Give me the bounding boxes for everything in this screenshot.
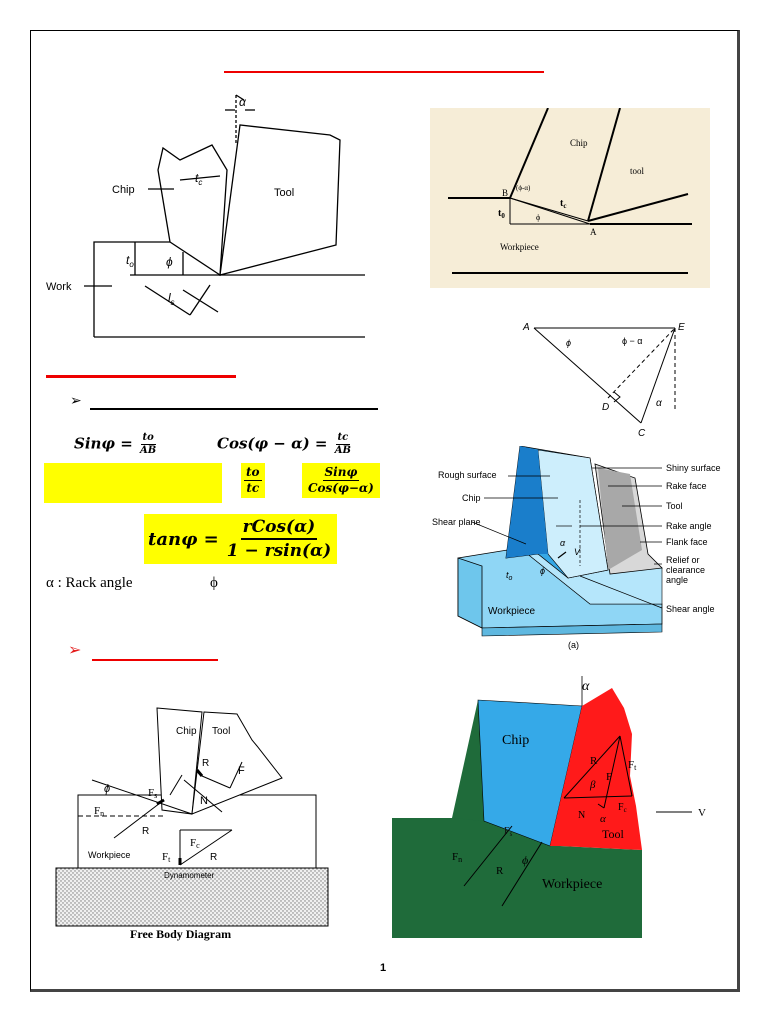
fig5-Ft: Ft (628, 759, 637, 772)
fig3-tool: Tool (666, 501, 683, 511)
section-underline (46, 375, 236, 378)
triangle-D: D (602, 402, 610, 413)
fig5-alpha-inner: α (600, 813, 606, 825)
fig2-to: $t_0$ (498, 208, 505, 220)
fig1-work-label: Work (46, 281, 72, 293)
fig3-rake-face: Rake face (666, 481, 707, 491)
fig5-chip: Chip (502, 733, 530, 748)
fig3-relief2: clearance (666, 565, 706, 575)
alpha-note: α : Rack angle (46, 575, 133, 591)
fig4-Fn: Fn (94, 805, 105, 818)
fig5-tool: Tool (602, 827, 624, 841)
fig4-dynamometer: Dynamometer (164, 871, 215, 880)
ratio-sin-cos: $\frac{\text{Sinφ}}{\text{Cos(φ−α)}}$ (302, 463, 380, 498)
fig4-Ft: Ft (162, 851, 171, 864)
fig1-ls-label: $l_s$ (168, 291, 175, 307)
eq2-num: tc (337, 432, 349, 443)
fig3-relief1: Relief or (666, 555, 700, 565)
fig5-R2: R (496, 865, 504, 877)
fig3-shear-plane: Shear plane (432, 517, 481, 527)
fig5-Fs: $F_s$ (504, 826, 513, 838)
eq2-den: AB (334, 445, 351, 456)
fig4-R-bottom: R (210, 852, 218, 863)
fig4-phi: ϕ (104, 783, 111, 795)
page-number: 1 (380, 962, 387, 974)
triangle-C: C (638, 428, 646, 439)
fig2-tc: $t_c$ (560, 198, 567, 210)
fig1-tc-label: $t_c$ (195, 171, 203, 187)
fig2-A: A (590, 227, 597, 237)
fig1-phi-label: ϕ (166, 255, 173, 269)
tan-den: 1 − rsin(α) (226, 541, 332, 561)
triangle-figure (518, 318, 698, 443)
fig4-R-top: R (202, 758, 210, 769)
fig1-alpha: α (239, 95, 246, 109)
fig1-tool-label: Tool (274, 187, 295, 199)
bullet-rule (90, 408, 378, 410)
tan-lhs: tanφ = (148, 528, 219, 550)
fig3-V: V (574, 547, 581, 557)
fig5-workpiece: Workpiece (542, 877, 603, 892)
triangle-A: A (523, 322, 530, 333)
fig4-Fc: Fc (190, 837, 200, 850)
fig3-caption: (a) (568, 640, 579, 650)
ratio-to-tc: $\frac{to}{tc}$ (241, 463, 265, 498)
bottom-section-underline (92, 659, 218, 661)
fig5-beta: β (590, 779, 596, 791)
fig1-chip-label: Chip (112, 184, 135, 196)
fig3-rake-angle: Rake angle (666, 521, 712, 531)
triangle-alpha: α (656, 398, 662, 409)
triangle-phi-minus-alpha: ϕ − α (622, 336, 643, 346)
equation-tan (144, 514, 337, 564)
fig3-alpha: α (560, 538, 566, 548)
chip-geometry-figure (430, 108, 710, 288)
fig2-chip-label: Chip (570, 138, 588, 148)
fig5-F: F (606, 771, 613, 783)
fig3-rough: Rough surface (438, 470, 497, 480)
fig5-Fn: Fn (452, 851, 463, 864)
orthogonal-cutting-figure (40, 90, 370, 350)
phi-note: ϕ (210, 575, 218, 591)
equation-sin (74, 432, 158, 457)
fig4-workpiece: Workpiece (88, 850, 131, 860)
fig4-tool: Tool (212, 726, 231, 737)
title-underline (224, 71, 544, 73)
bottom-bullet-arrow: ➢ (68, 642, 82, 659)
free-body-diagram (52, 700, 352, 950)
fig5-N: N (578, 810, 586, 821)
eq1-den: AB (140, 445, 157, 456)
fig5-alpha-top: α (582, 679, 590, 694)
fig3-phi: ϕ (540, 566, 546, 576)
fig4-F: F (238, 765, 245, 777)
triangle-phi: ϕ (566, 338, 572, 348)
fig5-R: R (590, 755, 598, 767)
fig2-phi: ϕ (536, 213, 541, 222)
eq1-lhs: Sinφ = (74, 434, 133, 453)
fig4-N: N (200, 795, 208, 807)
fig4-chip: Chip (176, 726, 197, 737)
fig3-workpiece: Workpiece (488, 606, 536, 617)
equation-cos (217, 432, 353, 457)
fig3-relief3: angle (666, 575, 689, 585)
eq2-lhs: Cos(φ − α) = (217, 434, 328, 453)
fig3-flank: Flank face (666, 537, 708, 547)
fig4-R-left: R (142, 826, 150, 837)
fig3-shiny: Shiny surface (666, 463, 721, 473)
colored-force-diagram (392, 676, 732, 946)
fig3-chip: Chip (462, 493, 481, 503)
fig5-V: V (698, 807, 706, 819)
fig5-phi: ϕ (522, 853, 529, 867)
chip-formation-3d-figure (430, 446, 730, 656)
fig2-tool-label: tool (630, 166, 645, 176)
fig3-to: $t_o$ (506, 570, 513, 582)
highlight-box (44, 463, 222, 503)
fig5-Fc: $F_c$ (618, 802, 627, 814)
fig4-Fs: Fs (148, 787, 158, 800)
fig2-workpiece-label: Workpiece (500, 242, 539, 252)
eq1-num: to (142, 432, 154, 443)
tan-num: rCos(α) (241, 516, 318, 540)
fig2-angle: (ϕ-α) (516, 184, 531, 192)
fig1-to-label: $t_o$ (126, 253, 134, 269)
fig4-caption: Free Body Diagram (130, 927, 232, 941)
fig2-B: B (502, 188, 509, 198)
triangle-E: E (678, 322, 685, 333)
bullet-arrow: ➢ (70, 392, 82, 408)
fig3-shear-angle: Shear angle (666, 604, 715, 614)
